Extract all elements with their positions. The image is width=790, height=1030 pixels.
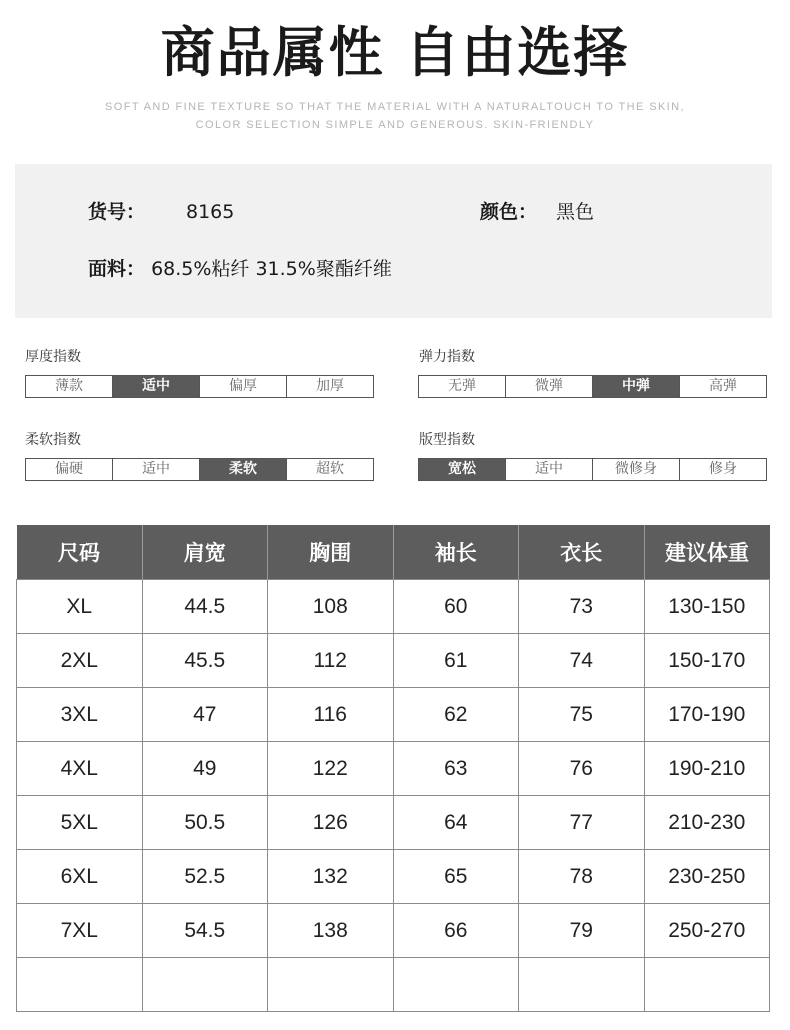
table-cell: 122 bbox=[268, 742, 394, 796]
table-cell: 250-270 bbox=[644, 904, 770, 958]
table-cell bbox=[519, 958, 645, 1012]
table-cell bbox=[644, 958, 770, 1012]
table-cell: 7XL bbox=[17, 904, 143, 958]
softness-option: 偏硬 bbox=[26, 459, 113, 480]
table-row bbox=[17, 850, 770, 904]
elasticity-option: 中弹 bbox=[593, 376, 680, 397]
thickness-option: 适中 bbox=[113, 376, 200, 397]
subtitle bbox=[0, 98, 790, 134]
item-number bbox=[88, 199, 145, 225]
table-cell: 6XL bbox=[17, 850, 143, 904]
table-cell: 52.5 bbox=[142, 850, 268, 904]
elasticity-option: 微弹 bbox=[506, 376, 593, 397]
table-cell: 63 bbox=[393, 742, 519, 796]
item-number-label: 货号： bbox=[88, 201, 146, 223]
subtitle-line-2: COLOR SELECTION SIMPLE AND GENEROUS. SKIN-FRIENDLY bbox=[195, 119, 595, 131]
table-cell: 49 bbox=[142, 742, 268, 796]
fit-option: 适中 bbox=[506, 459, 593, 480]
color-value: 黑色 bbox=[556, 201, 595, 223]
table-cell: 66 bbox=[393, 904, 519, 958]
fabric-info bbox=[88, 256, 392, 282]
table-row bbox=[17, 796, 770, 850]
table-cell: 210-230 bbox=[644, 796, 770, 850]
table-cell: 2XL bbox=[17, 634, 143, 688]
table-row bbox=[17, 958, 770, 1012]
table-cell: 62 bbox=[393, 688, 519, 742]
fit-option: 修身 bbox=[709, 461, 737, 477]
table-cell: 74 bbox=[519, 634, 645, 688]
table-cell: 132 bbox=[268, 850, 394, 904]
table-cell bbox=[393, 958, 519, 1012]
thickness-option: 偏厚 bbox=[200, 376, 287, 397]
table-cell: 230-250 bbox=[644, 850, 770, 904]
softness-option: 柔软 bbox=[200, 459, 287, 480]
table-cell: 75 bbox=[519, 688, 645, 742]
elasticity-index-scale bbox=[418, 375, 767, 398]
column-header-weight: 建议体重 bbox=[644, 525, 770, 580]
elasticity-index-label: 弹力指数 bbox=[419, 349, 475, 365]
table-cell: 73 bbox=[519, 580, 645, 634]
table-row bbox=[17, 742, 770, 796]
thickness-index-label: 厚度指数 bbox=[25, 349, 81, 365]
table-cell: 112 bbox=[268, 634, 394, 688]
softness-index-scale bbox=[25, 458, 374, 481]
product-info-panel bbox=[15, 164, 772, 318]
fit-option: 宽松 bbox=[419, 459, 506, 480]
table-cell: 79 bbox=[519, 904, 645, 958]
fit-index-scale bbox=[418, 458, 767, 481]
size-table-body bbox=[17, 580, 770, 1012]
table-cell: 126 bbox=[268, 796, 394, 850]
table-cell: 50.5 bbox=[142, 796, 268, 850]
thickness-index-scale bbox=[25, 375, 374, 398]
table-cell: 77 bbox=[519, 796, 645, 850]
fit-option: 微修身 bbox=[593, 459, 680, 480]
table-cell: 45.5 bbox=[142, 634, 268, 688]
table-cell: 78 bbox=[519, 850, 645, 904]
table-cell: 150-170 bbox=[644, 634, 770, 688]
table-cell: 108 bbox=[268, 580, 394, 634]
table-header-row bbox=[17, 525, 770, 580]
color-info bbox=[480, 199, 537, 225]
table-cell bbox=[268, 958, 394, 1012]
thickness-option: 薄款 bbox=[26, 376, 113, 397]
table-cell: 170-190 bbox=[644, 688, 770, 742]
table-cell: 138 bbox=[268, 904, 394, 958]
table-row bbox=[17, 580, 770, 634]
table-cell: 5XL bbox=[17, 796, 143, 850]
table-row bbox=[17, 904, 770, 958]
size-chart-table bbox=[16, 525, 770, 1012]
table-cell: 130-150 bbox=[644, 580, 770, 634]
softness-option: 适中 bbox=[113, 459, 200, 480]
table-cell: 47 bbox=[142, 688, 268, 742]
softness-index-label: 柔软指数 bbox=[25, 432, 81, 448]
table-cell: 64 bbox=[393, 796, 519, 850]
column-header-shoulder: 肩宽 bbox=[142, 525, 268, 580]
table-row bbox=[17, 634, 770, 688]
elasticity-option: 高弹 bbox=[709, 378, 737, 394]
softness-option: 超软 bbox=[316, 461, 344, 477]
table-cell bbox=[17, 958, 143, 1012]
item-number-value: 8165 bbox=[186, 201, 235, 223]
table-cell: 4XL bbox=[17, 742, 143, 796]
column-header-sleeve: 袖长 bbox=[393, 525, 519, 580]
table-row bbox=[17, 688, 770, 742]
table-cell: XL bbox=[17, 580, 143, 634]
column-header-chest: 胸围 bbox=[268, 525, 394, 580]
fabric-label: 面料： bbox=[88, 258, 146, 280]
subtitle-line-1: SOFT AND FINE TEXTURE SO THAT THE MATERIAL WITH A NATURALTOUCH TO THE SKIN, bbox=[105, 101, 685, 113]
elasticity-option: 无弹 bbox=[419, 376, 506, 397]
table-cell: 44.5 bbox=[142, 580, 268, 634]
fit-index-label: 版型指数 bbox=[419, 432, 475, 448]
column-header-size: 尺码 bbox=[17, 525, 143, 580]
table-cell bbox=[142, 958, 268, 1012]
table-cell: 65 bbox=[393, 850, 519, 904]
table-cell: 76 bbox=[519, 742, 645, 796]
page-title: 商品属性 自由选择 bbox=[160, 21, 630, 84]
table-cell: 60 bbox=[393, 580, 519, 634]
fabric-value: 68.5%粘纤 31.5%聚酯纤维 bbox=[151, 258, 392, 280]
table-cell: 3XL bbox=[17, 688, 143, 742]
color-label: 颜色： bbox=[480, 201, 538, 223]
table-cell: 54.5 bbox=[142, 904, 268, 958]
table-cell: 61 bbox=[393, 634, 519, 688]
table-cell: 190-210 bbox=[644, 742, 770, 796]
thickness-option: 加厚 bbox=[316, 378, 344, 394]
table-cell: 116 bbox=[268, 688, 394, 742]
column-header-length: 衣长 bbox=[519, 525, 645, 580]
